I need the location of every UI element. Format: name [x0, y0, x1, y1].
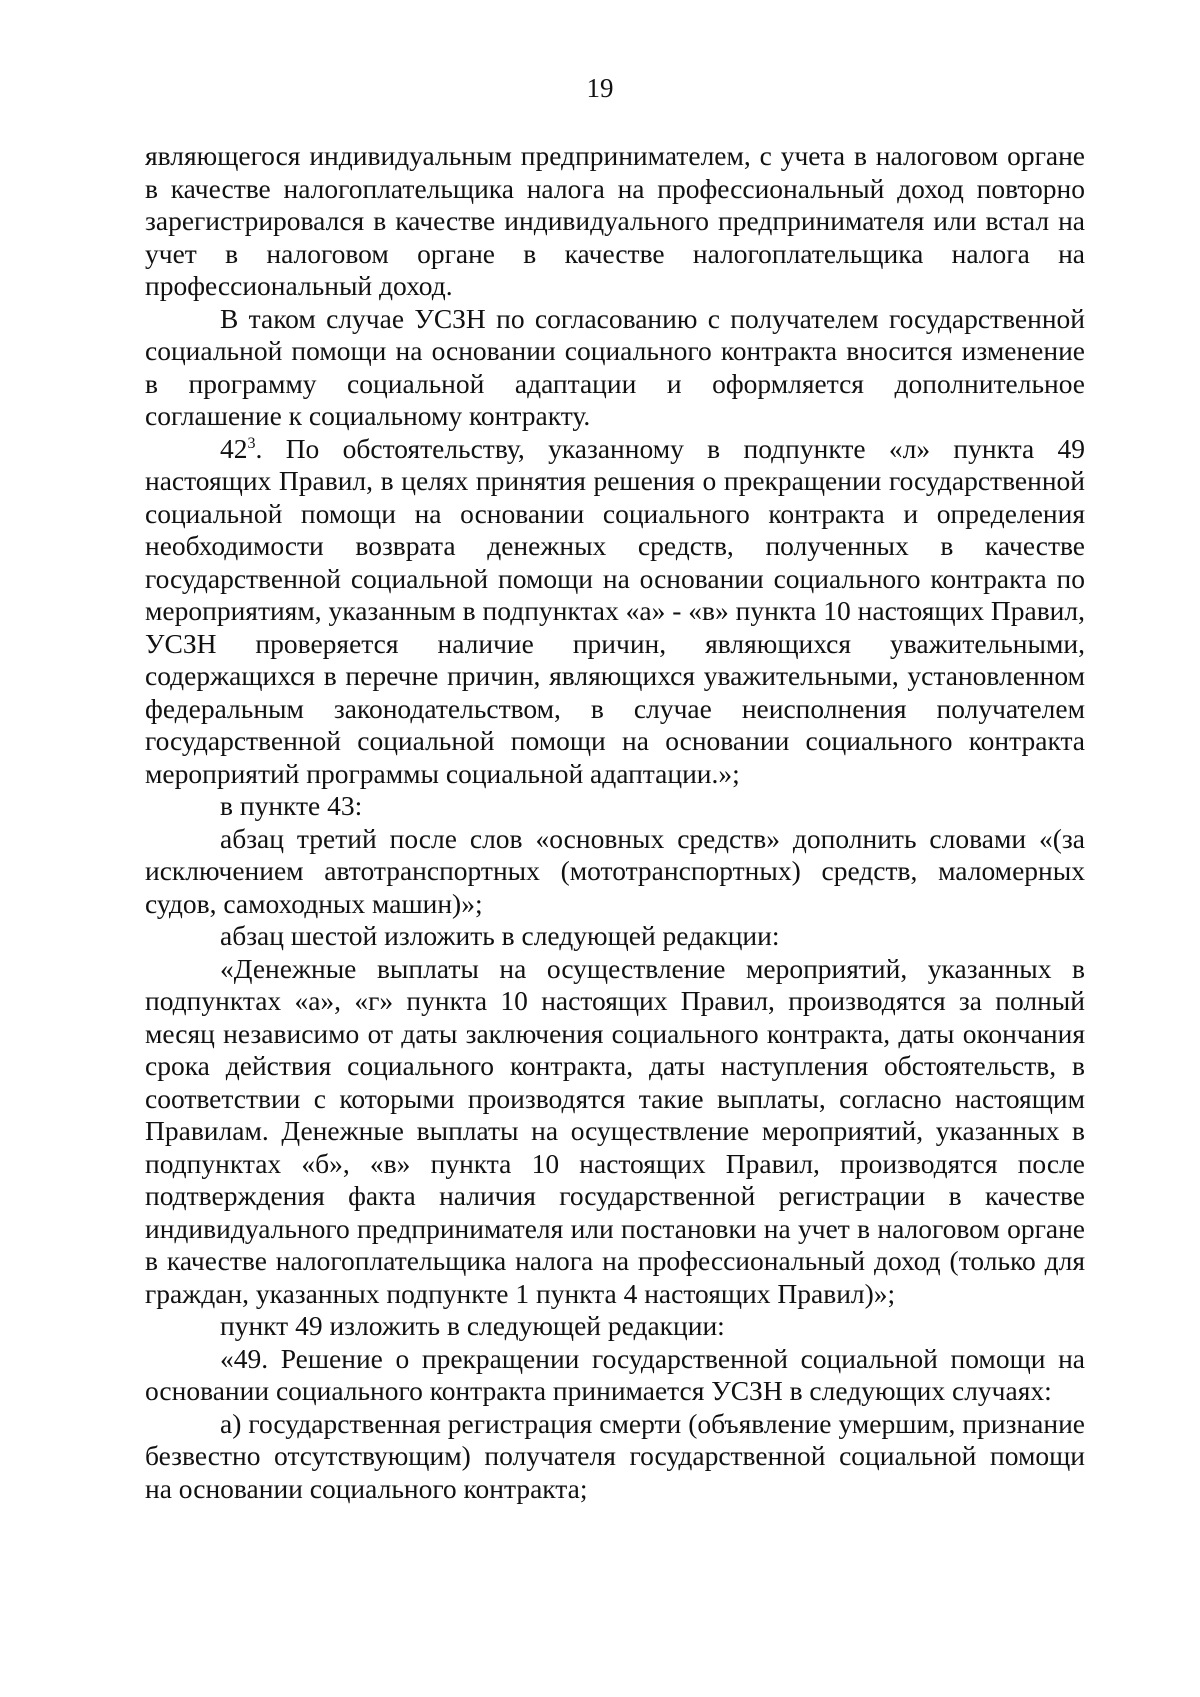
paragraph-cash-payments: «Денежные выплаты на осуществление мероприятий, указанных в подпунктах «а», «г» пункта 10 настоящих Правил, производятся за полный месяц независимо от даты заключения социального контракта, даты окончания срока действия социального контракта, даты наступления обстоятельств, в соответствии с которыми производятся такие выплаты, согласно настоящим Правилам. Денежные выплаты на осуществление мероприятий, указанных в подпунктах «б», «в» пункта 10 настоящих Правил, производятся после подтверждения факта наличия государственной регистрации в качестве индивидуального предпринимателя или постановки на учет в налоговом органе в качестве налогоплательщика налога на профессиональный доход (только для граждан, указанных подпункте 1 пункта 4 настоящих Правил)»;	[145, 952, 1085, 1309]
paragraph-uszn-agreement: В таком случае УСЗН по согласованию с получателем государственной социальной помощи на основании социального контракта вносится изменение в программу социальной адаптации и оформляется дополнительное соглашение к социальному контракту.	[145, 302, 1085, 431]
point-text: . По обстоятельству, указанному в подпункте «л» пункта 49 настоящих Правил, в целях принятия решения о прекращении государственной социальной помощи на основании социального контракта и определения необходимости возврата денежных средств, полученных в качестве государственной социальной помощи на основании социального контракта по мероприятиям, указанным в подпунктах «а» - «в» пункта 10 настоящих Правил, УСЗН проверяется наличие причин, являющихся уважительными, содержащихся в перечне причин, являющихся уважительными, установленном федеральным законодательством, в случае неисполнения получателем государственной социальной помощи на основании социального контракта мероприятий программы социальной адаптации.»;	[145, 432, 1085, 789]
point-number: 42	[220, 432, 248, 464]
paragraph-point-42-3	[145, 433, 1085, 791]
paragraph-subpoint-a: а) государственная регистрация смерти (объявление умершим, признание безвестно отсутствующим) получателя государственной социальной помощи на основании социального контракта;	[145, 1407, 1085, 1504]
paragraph-third-abzac: абзац третий после слов «основных средств» дополнить словами «(за исключением автотранспортных (мототранспортных) средств, маломерных судов, самоходных машин)»;	[145, 822, 1085, 919]
paragraph-sixth-abzac-intro: абзац шестой изложить в следующей редакции:	[220, 920, 780, 951]
paragraph-point-43-intro: в пункте 43:	[220, 790, 363, 821]
point-superscript: 3	[247, 434, 256, 452]
paragraph-continuation: являющегося индивидуальным предпринимателем, с учета в налоговом органе в качестве налогоплательщика налога на профессиональный доход повторно зарегистрировался в качестве индивидуального предпринимателя или встал на учет в налоговом органе в качестве налогоплательщика налога на профессиональный доход.	[145, 140, 1085, 301]
paragraph-point-49-intro: пункт 49 изложить в следующей редакции:	[220, 1310, 725, 1341]
paragraph-point-49: «49. Решение о прекращении государственной социальной помощи на основании социального контракта принимается УСЗН в следующих случаях:	[145, 1342, 1085, 1406]
body-text	[145, 140, 1085, 1505]
page-number: 19	[586, 73, 614, 103]
